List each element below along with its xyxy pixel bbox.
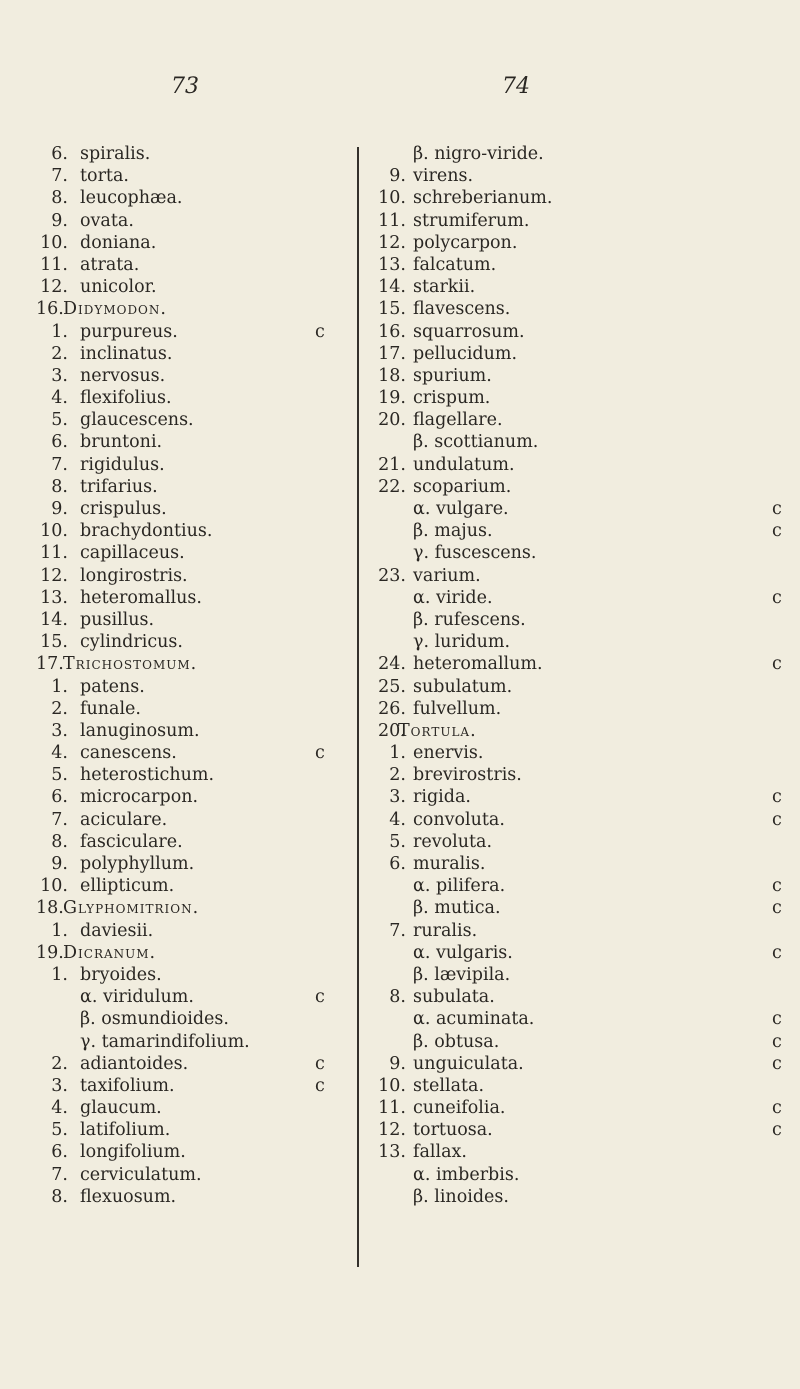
page-number-left: 73 <box>171 74 199 99</box>
entry-number: 12. <box>378 232 406 253</box>
variety-entry <box>36 986 352 1008</box>
species-entry <box>36 698 352 720</box>
entry-number: 16. <box>36 299 64 320</box>
entry-name: cuneifolia. <box>413 1098 506 1119</box>
entry-name: α. imberbis. <box>413 1164 520 1185</box>
entry-name: β. nigro-viride. <box>413 144 544 164</box>
entry-name: spiralis. <box>80 144 151 164</box>
species-entry <box>36 764 352 786</box>
entry-number: 17. <box>378 343 406 364</box>
species-entry <box>36 920 352 942</box>
common-marker: c <box>772 876 782 897</box>
variety-entry <box>378 587 788 609</box>
species-entry <box>378 409 788 431</box>
entry-number: 13. <box>378 254 406 275</box>
entry-number: 9. <box>389 166 406 187</box>
entry-number: 1. <box>51 321 68 342</box>
entry-number: 5. <box>51 410 68 431</box>
entry-name: flexifolius. <box>80 388 172 409</box>
entry-name: pellucidum. <box>413 343 518 364</box>
species-entry <box>36 520 352 542</box>
common-marker: c <box>772 898 782 919</box>
entry-number: 1. <box>51 964 68 985</box>
entry-name: starkii. <box>413 277 476 298</box>
entry-name: capillaceus. <box>80 543 185 564</box>
species-entry <box>36 609 352 631</box>
genus-entry <box>36 942 352 964</box>
entry-name: atrata. <box>80 254 140 275</box>
species-entry <box>36 431 352 453</box>
species-entry <box>378 1097 788 1119</box>
entry-name: rigida. <box>413 787 471 808</box>
entry-name: flexuosum. <box>80 1186 177 1207</box>
entry-name: virens. <box>413 166 474 187</box>
variety-entry <box>378 498 788 520</box>
species-entry <box>36 476 352 498</box>
right-column <box>378 143 788 1208</box>
species-entry <box>378 365 788 387</box>
variety-entry <box>378 143 788 165</box>
entry-number: 7. <box>51 809 68 830</box>
entry-number: 12. <box>40 277 68 298</box>
entry-name: α. acuminata. <box>413 1009 535 1030</box>
entry-name: latifolium. <box>80 1120 171 1141</box>
common-marker: c <box>315 743 325 764</box>
variety-entry <box>378 1008 788 1030</box>
entry-name: polyphyllum. <box>80 854 195 874</box>
entry-name: Glyphomitrion. <box>63 898 200 919</box>
species-entry <box>36 964 352 986</box>
entry-name: β. majus. <box>413 521 493 542</box>
entry-name: β. osmundioides. <box>80 1009 229 1030</box>
entry-number: 11. <box>40 254 68 275</box>
entry-number: 1. <box>389 743 406 764</box>
entry-number: 10. <box>378 1075 406 1096</box>
entry-name: γ. tamarindifolium. <box>80 1031 250 1052</box>
entry-number: 7. <box>51 166 68 187</box>
entry-name: torta. <box>80 166 129 187</box>
species-entry <box>378 853 788 875</box>
species-entry <box>36 1097 352 1119</box>
entry-name: longifolium. <box>80 1142 186 1163</box>
entry-name: α. viridulum. <box>80 987 194 1008</box>
entry-name: undulatum. <box>413 454 515 475</box>
common-marker: c <box>772 587 782 608</box>
entry-number: 10. <box>40 232 68 253</box>
entry-number: 20. <box>378 720 406 741</box>
species-entry <box>378 187 788 209</box>
species-entry <box>36 631 352 653</box>
entry-name: subulata. <box>413 987 495 1008</box>
entry-name: Trichostomum. <box>63 654 198 675</box>
species-entry <box>36 853 352 875</box>
entry-number: 6. <box>51 1142 68 1163</box>
entry-number: 8. <box>51 476 68 497</box>
species-entry <box>36 409 352 431</box>
entry-number: 10. <box>40 876 68 897</box>
entry-name: adiantoides. <box>80 1053 189 1074</box>
variety-entry <box>378 542 788 564</box>
entry-number: 6. <box>51 144 68 164</box>
entry-number: 16. <box>378 321 406 342</box>
entry-number: 13. <box>378 1142 406 1163</box>
species-entry <box>36 1119 352 1141</box>
entry-name: longirostris. <box>80 565 188 586</box>
entry-name: glaucum. <box>80 1098 162 1119</box>
entry-number: 10. <box>378 188 406 209</box>
entry-name: convoluta. <box>413 809 505 830</box>
entry-name: daviesii. <box>80 920 154 941</box>
entry-number: 24. <box>378 654 406 675</box>
entry-number: 4. <box>389 809 406 830</box>
left-column <box>36 143 352 1208</box>
entry-number: 6. <box>51 787 68 808</box>
entry-number: 9. <box>51 499 68 519</box>
species-entry <box>36 875 352 897</box>
common-marker: c <box>772 1053 782 1074</box>
entry-name: leucophæa. <box>80 188 183 209</box>
entry-name: γ. fuscescens. <box>413 543 537 564</box>
entry-name: flavescens. <box>413 299 511 320</box>
entry-number: 6. <box>389 854 406 874</box>
entry-name: purpureus. <box>80 321 178 342</box>
entry-name: fallax. <box>413 1142 467 1163</box>
entry-name: unicolor. <box>80 277 157 298</box>
entry-name: funale. <box>80 698 141 719</box>
entry-number: 9. <box>51 210 68 231</box>
species-entry <box>378 676 788 698</box>
species-entry <box>36 542 352 564</box>
species-entry <box>378 698 788 720</box>
entry-name: fasciculare. <box>80 831 183 852</box>
entry-name: enervis. <box>413 743 484 764</box>
entry-number: 7. <box>51 1164 68 1185</box>
entry-number: 8. <box>389 987 406 1008</box>
entry-name: taxifolium. <box>80 1075 175 1096</box>
genus-entry <box>36 897 352 919</box>
entry-number: 19. <box>378 388 406 409</box>
entry-name: fulvellum. <box>413 698 502 719</box>
species-entry <box>378 321 788 343</box>
entry-name: inclinatus. <box>80 343 173 364</box>
species-entry <box>378 210 788 232</box>
species-entry <box>36 565 352 587</box>
entry-name: β. mutica. <box>413 898 501 919</box>
entry-name: β. lævipila. <box>413 964 511 985</box>
species-entry <box>378 254 788 276</box>
entry-name: aciculare. <box>80 809 168 830</box>
entry-number: 2. <box>389 765 406 786</box>
species-entry <box>378 920 788 942</box>
entry-number: 18. <box>36 898 64 919</box>
species-entry <box>378 232 788 254</box>
entry-number: 1. <box>51 920 68 941</box>
entry-number: 4. <box>51 743 68 764</box>
entry-name: α. vulgaris. <box>413 942 513 963</box>
species-entry <box>378 742 788 764</box>
entry-name: α. viride. <box>413 587 493 608</box>
species-entry <box>36 321 352 343</box>
variety-entry <box>378 520 788 542</box>
entry-number: 5. <box>51 1120 68 1141</box>
species-entry <box>36 831 352 853</box>
species-entry <box>36 365 352 387</box>
page-number-right: 74 <box>502 74 530 99</box>
entry-name: varium. <box>413 565 481 586</box>
common-marker: c <box>772 1009 782 1030</box>
entry-name: ellipticum. <box>80 876 175 897</box>
entry-number: 11. <box>378 1098 406 1119</box>
species-entry <box>378 454 788 476</box>
variety-entry <box>378 897 788 919</box>
entry-name: cerviculatum. <box>80 1164 202 1185</box>
entry-number: 4. <box>51 1098 68 1119</box>
entry-name: doniana. <box>80 232 157 253</box>
species-entry <box>378 786 788 808</box>
entry-number: 17. <box>36 654 64 675</box>
entry-name: brachydontius. <box>80 521 213 542</box>
entry-name: α. pilifera. <box>413 876 506 897</box>
entry-name: heteromallum. <box>413 654 543 675</box>
species-entry <box>36 1164 352 1186</box>
variety-entry <box>378 875 788 897</box>
entry-number: 6. <box>51 432 68 453</box>
entry-number: 14. <box>40 609 68 630</box>
species-entry <box>36 1075 352 1097</box>
species-entry <box>378 1053 788 1075</box>
entry-number: 8. <box>51 831 68 852</box>
entry-number: 22. <box>378 476 406 497</box>
entry-number: 2. <box>51 698 68 719</box>
common-marker: c <box>315 987 325 1008</box>
entry-number: 5. <box>389 831 406 852</box>
entry-number: 5. <box>51 765 68 786</box>
entry-name: Tortula. <box>398 720 477 741</box>
entry-number: 2. <box>51 343 68 364</box>
entry-name: β. linoides. <box>413 1186 509 1207</box>
entry-name: β. obtusa. <box>413 1031 500 1052</box>
entry-number: 19. <box>36 942 64 963</box>
entry-number: 23. <box>378 565 406 586</box>
genus-entry <box>36 298 352 320</box>
entry-number: 3. <box>51 1075 68 1096</box>
species-entry <box>36 343 352 365</box>
species-entry <box>36 210 352 232</box>
species-entry <box>36 187 352 209</box>
variety-entry <box>378 942 788 964</box>
species-entry <box>36 232 352 254</box>
entry-name: nervosus. <box>80 365 166 386</box>
variety-entry <box>36 1008 352 1030</box>
common-marker: c <box>772 1098 782 1119</box>
entry-number: 8. <box>51 188 68 209</box>
species-entry <box>36 165 352 187</box>
common-marker: c <box>772 787 782 808</box>
species-entry <box>36 387 352 409</box>
species-entry <box>36 1141 352 1163</box>
species-entry <box>378 1119 788 1141</box>
species-entry <box>36 1053 352 1075</box>
variety-entry <box>378 1186 788 1208</box>
entry-number: 3. <box>51 365 68 386</box>
entry-name: pusillus. <box>80 609 155 630</box>
entry-name: Didymodon. <box>63 299 167 320</box>
entry-name: α. vulgare. <box>413 499 509 519</box>
variety-entry <box>378 1164 788 1186</box>
common-marker: c <box>315 1075 325 1096</box>
entry-number: 12. <box>40 565 68 586</box>
column-divider <box>357 147 359 1267</box>
entry-name: bryoides. <box>80 964 162 985</box>
species-entry <box>378 165 788 187</box>
entry-number: 26. <box>378 698 406 719</box>
common-marker: c <box>772 1120 782 1141</box>
entry-name: squarrosum. <box>413 321 525 342</box>
entry-name: brevirostris. <box>413 765 522 786</box>
entry-name: trifarius. <box>80 476 158 497</box>
entry-number: 12. <box>378 1120 406 1141</box>
entry-name: spurium. <box>413 365 492 386</box>
species-entry <box>36 742 352 764</box>
species-entry <box>36 786 352 808</box>
entry-number: 18. <box>378 365 406 386</box>
species-entry <box>378 831 788 853</box>
variety-entry <box>36 1031 352 1053</box>
entry-name: lanuginosum. <box>80 720 200 741</box>
variety-entry <box>378 964 788 986</box>
entry-name: tortuosa. <box>413 1120 493 1141</box>
variety-entry <box>378 1031 788 1053</box>
common-marker: c <box>772 521 782 542</box>
entry-name: subulatum. <box>413 676 513 697</box>
entry-number: 9. <box>51 854 68 874</box>
entry-name: polycarpon. <box>413 232 518 253</box>
species-entry <box>36 143 352 165</box>
entry-name: rigidulus. <box>80 454 165 475</box>
species-entry <box>36 498 352 520</box>
entry-name: falcatum. <box>413 254 497 275</box>
entry-number: 20. <box>378 410 406 431</box>
entry-name: strumiferum. <box>413 210 530 231</box>
genus-entry <box>378 720 788 742</box>
entry-name: unguiculata. <box>413 1053 524 1074</box>
species-entry <box>378 476 788 498</box>
common-marker: c <box>772 499 782 519</box>
entry-name: microcarpon. <box>80 787 199 808</box>
species-entry <box>36 809 352 831</box>
entry-number: 3. <box>51 720 68 741</box>
species-entry <box>378 809 788 831</box>
genus-entry <box>36 653 352 675</box>
species-entry <box>378 986 788 1008</box>
entry-name: muralis. <box>413 854 486 874</box>
species-entry <box>36 587 352 609</box>
common-marker: c <box>315 1053 325 1074</box>
entry-number: 14. <box>378 277 406 298</box>
entry-number: 4. <box>51 388 68 409</box>
entry-name: canescens. <box>80 743 177 764</box>
species-entry <box>36 676 352 698</box>
entry-number: 1. <box>51 676 68 697</box>
entry-number: 13. <box>40 587 68 608</box>
variety-entry <box>378 609 788 631</box>
species-entry <box>36 276 352 298</box>
species-entry <box>378 387 788 409</box>
entry-name: schreberianum. <box>413 188 553 209</box>
entry-name: cylindricus. <box>80 632 183 653</box>
entry-name: crispulus. <box>80 499 167 519</box>
entry-name: heterostichum. <box>80 765 215 786</box>
entry-name: bruntoni. <box>80 432 163 453</box>
entry-name: γ. luridum. <box>413 632 511 653</box>
entry-name: β. rufescens. <box>413 609 526 630</box>
species-entry <box>36 1186 352 1208</box>
species-entry <box>378 1075 788 1097</box>
species-entry <box>378 565 788 587</box>
species-entry <box>36 454 352 476</box>
entry-name: ruralis. <box>413 920 478 941</box>
species-entry <box>378 298 788 320</box>
entry-number: 2. <box>51 1053 68 1074</box>
species-entry <box>36 254 352 276</box>
entry-number: 11. <box>378 210 406 231</box>
entry-number: 10. <box>40 521 68 542</box>
species-entry <box>378 764 788 786</box>
variety-entry <box>378 631 788 653</box>
entry-name: scoparium. <box>413 476 512 497</box>
species-entry <box>378 343 788 365</box>
variety-entry <box>378 431 788 453</box>
entry-name: heteromallus. <box>80 587 202 608</box>
entry-name: patens. <box>80 676 145 697</box>
common-marker: c <box>772 654 782 675</box>
entry-name: stellata. <box>413 1075 485 1096</box>
entry-number: 11. <box>40 543 68 564</box>
entry-number: 15. <box>40 632 68 653</box>
entry-number: 7. <box>51 454 68 475</box>
entry-name: crispum. <box>413 388 491 409</box>
entry-number: 15. <box>378 299 406 320</box>
common-marker: c <box>772 1031 782 1052</box>
common-marker: c <box>772 809 782 830</box>
entry-number: 25. <box>378 676 406 697</box>
common-marker: c <box>315 321 325 342</box>
entry-name: glaucescens. <box>80 410 194 431</box>
entry-name: ovata. <box>80 210 134 231</box>
common-marker: c <box>772 942 782 963</box>
entry-number: 9. <box>389 1053 406 1074</box>
entry-name: revoluta. <box>413 831 493 852</box>
species-entry <box>378 653 788 675</box>
species-entry <box>36 720 352 742</box>
entry-name: flagellare. <box>413 410 503 431</box>
entry-name: β. scottianum. <box>413 432 539 453</box>
entry-name: Dicranum. <box>63 942 157 963</box>
species-entry <box>378 276 788 298</box>
entry-number: 21. <box>378 454 406 475</box>
species-entry <box>378 1141 788 1163</box>
entry-number: 8. <box>51 1186 68 1207</box>
entry-number: 3. <box>389 787 406 808</box>
entry-number: 7. <box>389 920 406 941</box>
